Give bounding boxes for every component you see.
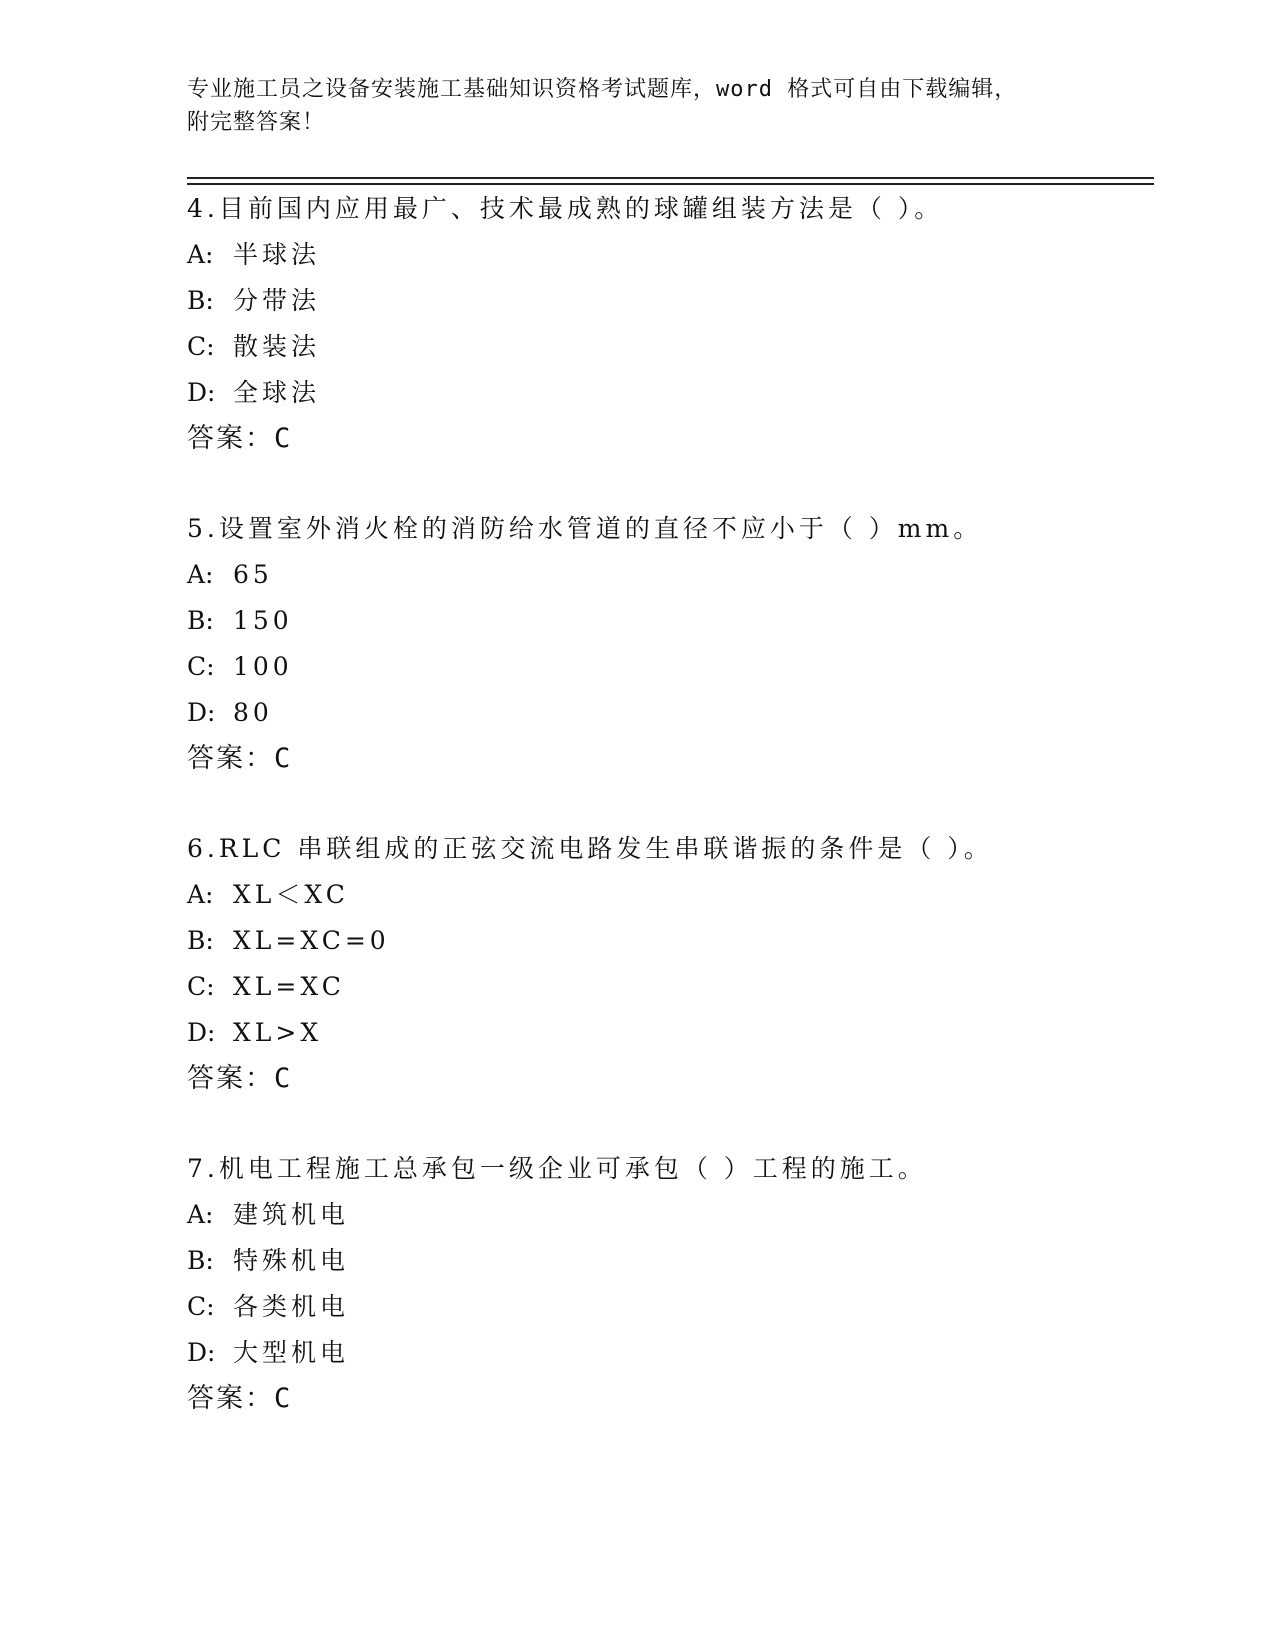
option-text: 建筑机电 (233, 1200, 350, 1229)
option-d (187, 690, 1167, 736)
option-text: 半球法 (233, 240, 321, 269)
option-a (187, 552, 1167, 598)
option-letter: A: (187, 1200, 214, 1229)
option-letter: B: (187, 286, 214, 315)
answer-label: 答案： (187, 423, 274, 454)
option-text: 100 (233, 652, 293, 681)
answer-value: C (274, 743, 293, 774)
header-divider-bottom (187, 183, 1154, 185)
question-5 (187, 506, 1167, 782)
option-text: 特殊机电 (233, 1246, 350, 1275)
option-letter: D: (187, 698, 216, 727)
option-b (187, 598, 1167, 644)
answer-line (187, 416, 1167, 462)
option-text: 全球法 (233, 378, 321, 407)
answer-line (187, 1056, 1167, 1102)
option-letter: D: (187, 1018, 216, 1047)
option-d (187, 370, 1167, 416)
option-letter: C: (187, 332, 215, 361)
option-text: 大型机电 (233, 1338, 350, 1367)
option-d (187, 1330, 1167, 1376)
header-line-2: 附完整答案！ (187, 110, 326, 135)
option-text: 150 (233, 606, 293, 635)
option-letter: A: (187, 560, 214, 589)
answer-line (187, 736, 1167, 782)
option-letter: C: (187, 1292, 215, 1321)
option-letter: C: (187, 652, 215, 681)
option-text: 各类机电 (233, 1292, 350, 1321)
option-text: 分带法 (233, 286, 321, 315)
option-b (187, 1238, 1167, 1284)
answer-label: 答案： (187, 743, 274, 774)
option-letter: C: (187, 972, 215, 1001)
header-line-1: 专业施工员之设备安装施工基础知识资格考试题库，word 格式可自由下载编辑， (187, 77, 1018, 102)
option-letter: A: (187, 880, 214, 909)
header-divider-top (187, 177, 1154, 179)
option-text: XL=XC (233, 972, 345, 1001)
question-title: 7.机电工程施工总承包一级企业可承包（ ）工程的施工。 (187, 1154, 927, 1183)
question-6 (187, 826, 1167, 1102)
option-a (187, 1192, 1167, 1238)
option-a (187, 232, 1167, 278)
option-c (187, 1284, 1167, 1330)
option-letter: B: (187, 926, 214, 955)
option-d (187, 1010, 1167, 1056)
question-title: 4.目前国内应用最广、技术最成熟的球罐组装方法是（ ）。 (187, 194, 944, 223)
answer-label: 答案： (187, 1383, 274, 1414)
option-text: XL＜XC (233, 880, 349, 909)
option-text: 65 (233, 560, 273, 589)
option-text: XL>X (233, 1018, 323, 1047)
option-b (187, 278, 1167, 324)
option-letter: B: (187, 1246, 214, 1275)
answer-value: C (274, 1063, 293, 1094)
option-c (187, 964, 1167, 1010)
option-text: 散装法 (233, 332, 321, 361)
document-header (187, 73, 1067, 139)
option-text: 80 (233, 698, 273, 727)
answer-value: C (274, 423, 293, 454)
question-title: 6.RLC 串联组成的正弦交流电路发生串联谐振的条件是（ ）。 (187, 834, 993, 863)
option-letter: B: (187, 606, 214, 635)
question-7 (187, 1146, 1167, 1422)
option-text: XL=XC=0 (233, 926, 390, 955)
option-c (187, 644, 1167, 690)
answer-value: C (274, 1383, 293, 1414)
question-title: 5.设置室外消火栓的消防给水管道的直径不应小于（ ）mm。 (187, 514, 983, 543)
option-letter: D: (187, 378, 216, 407)
option-letter: A: (187, 240, 214, 269)
option-b (187, 918, 1167, 964)
option-a (187, 872, 1167, 918)
answer-label: 答案： (187, 1063, 274, 1094)
option-c (187, 324, 1167, 370)
question-4 (187, 186, 1167, 462)
answer-line (187, 1376, 1167, 1422)
option-letter: D: (187, 1338, 216, 1367)
